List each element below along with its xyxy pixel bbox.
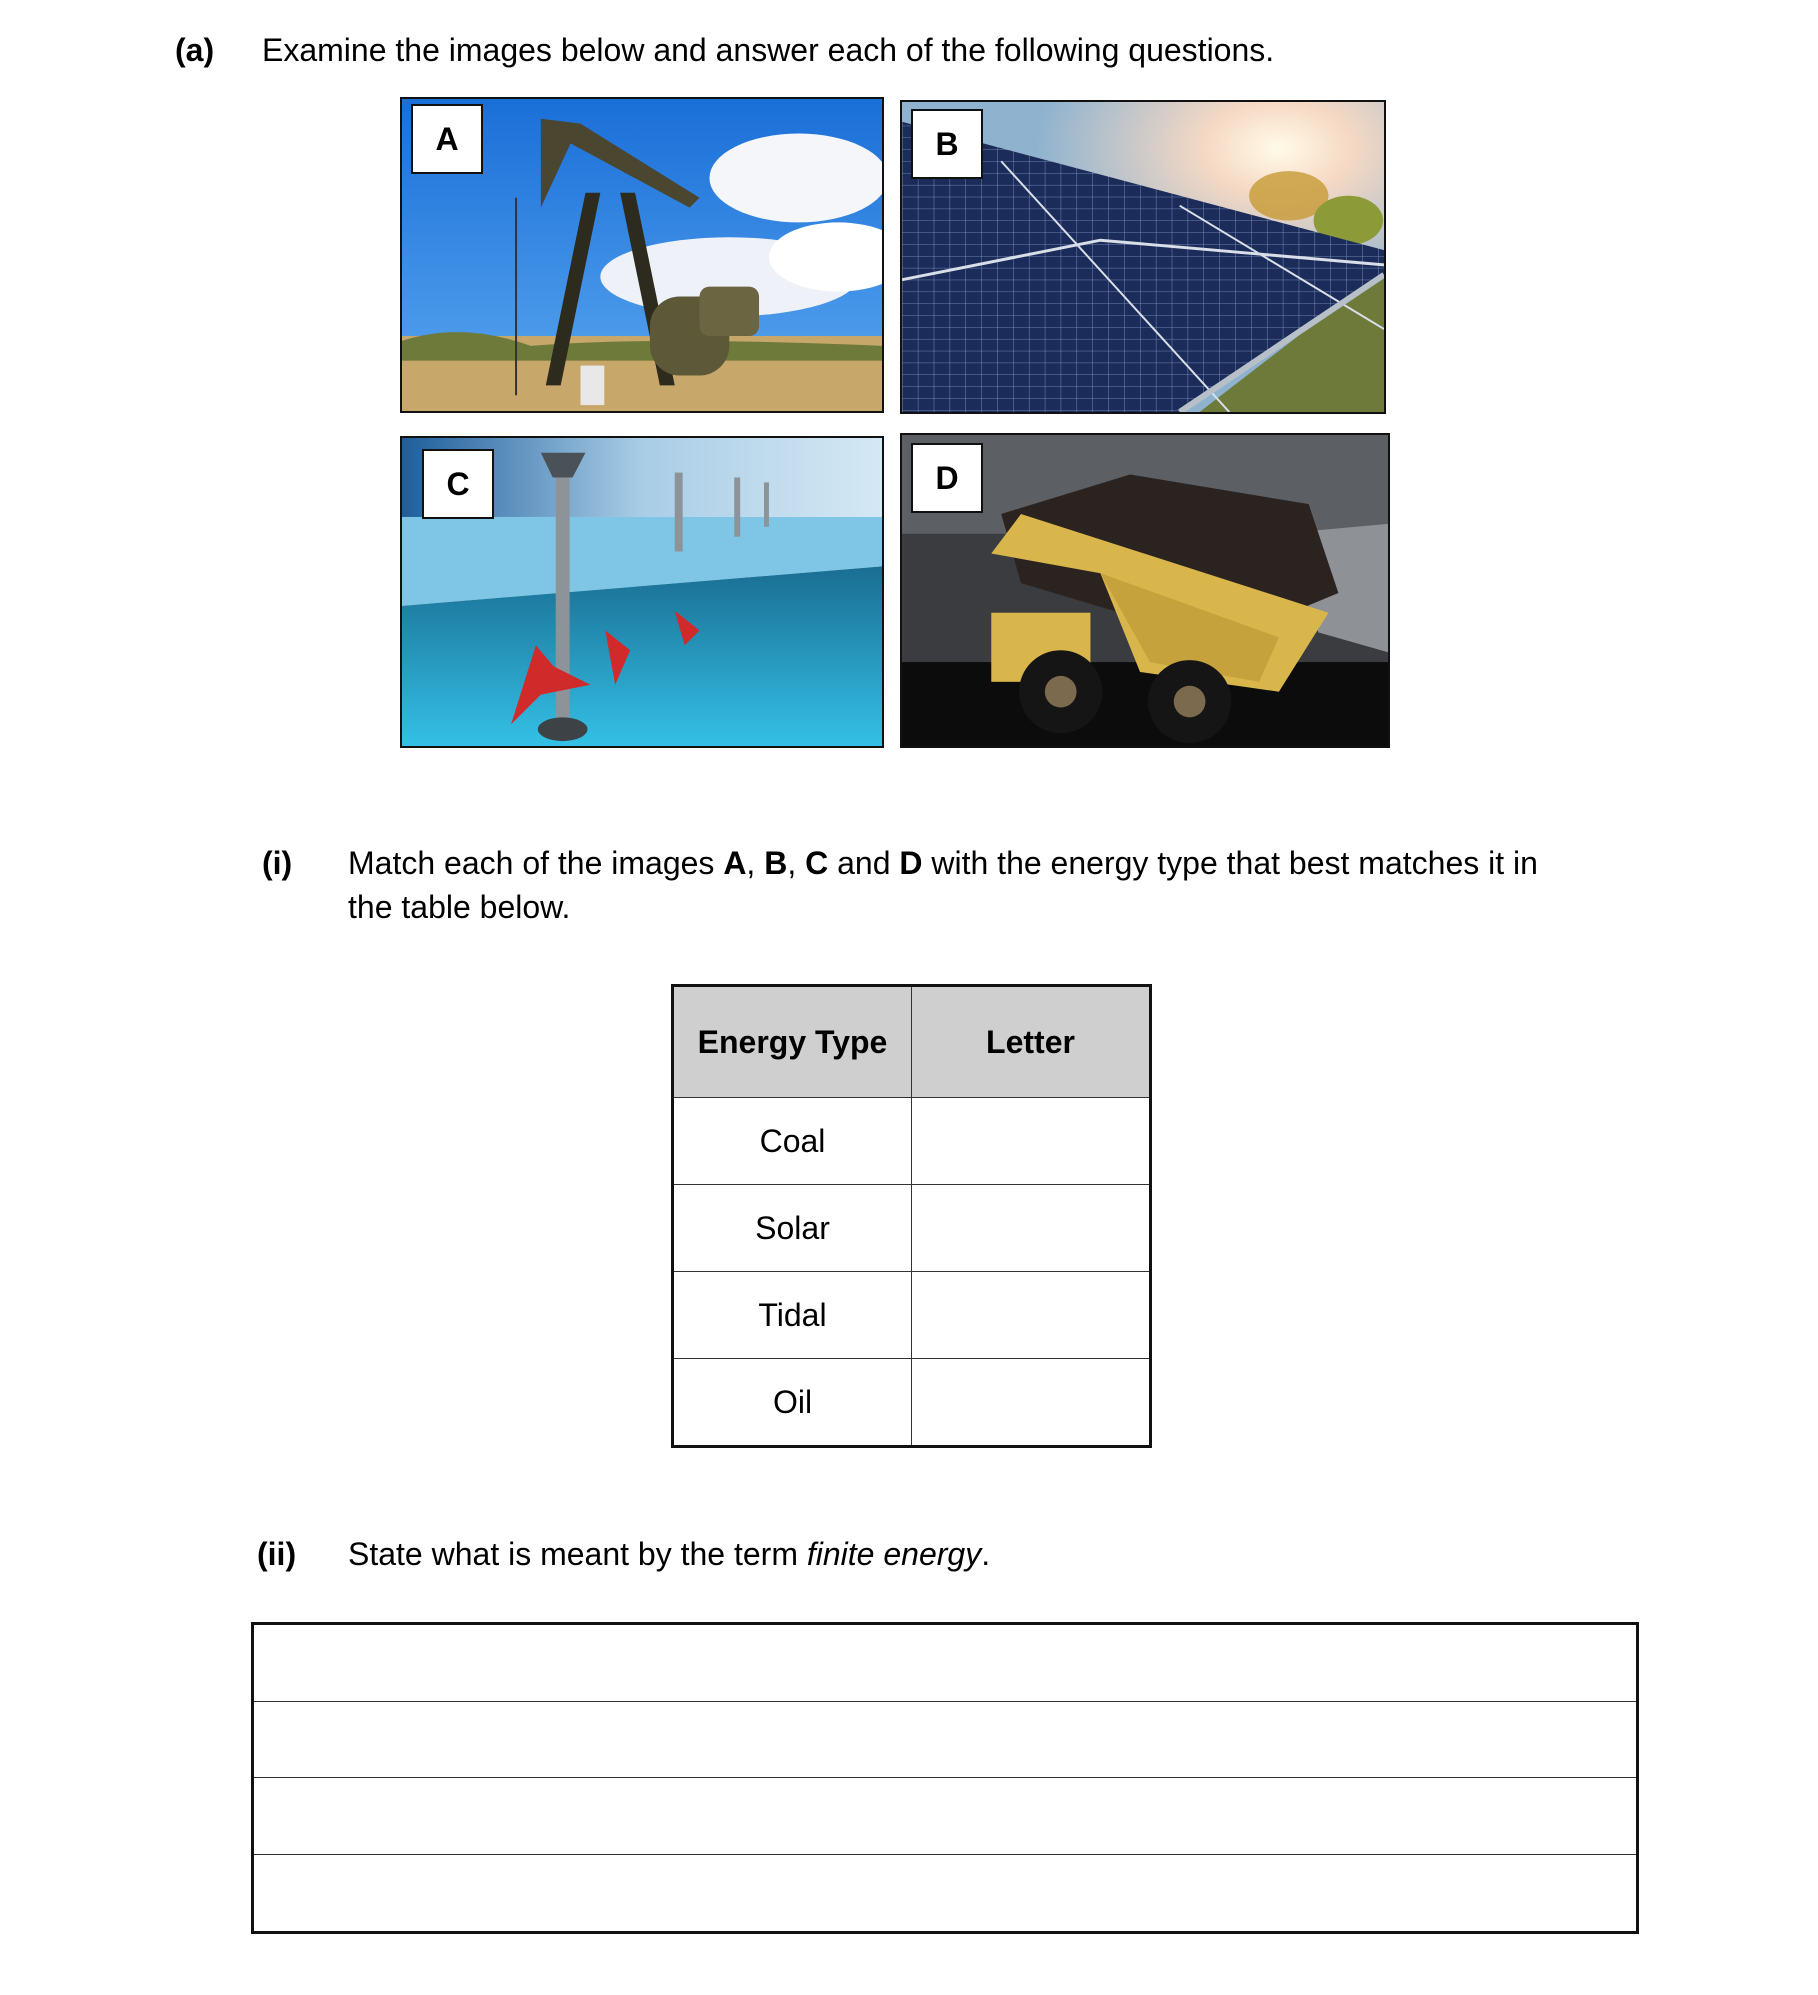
image-b-solar-panels	[900, 100, 1386, 414]
energy-type-cell: Oil	[673, 1359, 912, 1447]
part-i-instruction-line2: the table below.	[348, 889, 571, 925]
header-energy-type: Energy Type	[673, 986, 912, 1098]
part-a-instruction: Examine the images below and answer each of the following questions.	[262, 32, 1275, 68]
answer-line-2[interactable]	[254, 1702, 1636, 1779]
energy-matching-table	[671, 984, 1152, 1448]
letter-answer-cell[interactable]	[912, 1272, 1151, 1359]
energy-type-cell: Tidal	[673, 1272, 912, 1359]
part-a-label: (a)	[175, 32, 215, 68]
energy-type-cell: Solar	[673, 1185, 912, 1272]
answer-line-3[interactable]	[254, 1778, 1636, 1855]
table-row	[673, 1098, 1151, 1185]
part-i-instruction-line1: Match each of the images A, B, C and D with the energy type that best matches it in	[348, 845, 1538, 881]
part-i-label: (i)	[262, 845, 293, 881]
image-a-oil-pump	[400, 97, 884, 413]
finite-energy-term: finite energy	[806, 1536, 982, 1572]
image-b-label: B	[911, 109, 983, 179]
answer-line-4[interactable]	[254, 1855, 1636, 1932]
letter-answer-cell[interactable]	[912, 1098, 1151, 1185]
part-ii-instruction: State what is meant by the term finite energy.	[348, 1536, 991, 1572]
image-a-label: A	[411, 104, 483, 174]
table-header-row	[673, 986, 1151, 1098]
table-row	[673, 1359, 1151, 1447]
energy-type-cell: Coal	[673, 1098, 912, 1185]
letter-answer-cell[interactable]	[912, 1185, 1151, 1272]
image-d-coal-truck	[900, 433, 1390, 748]
image-c-label: C	[422, 449, 494, 519]
answer-box[interactable]	[251, 1622, 1639, 1934]
image-c-tidal-turbines	[400, 436, 884, 748]
answer-line-1[interactable]	[254, 1625, 1636, 1702]
image-d-label: D	[911, 443, 983, 513]
part-ii-label: (ii)	[257, 1536, 297, 1572]
letter-answer-cell[interactable]	[912, 1359, 1151, 1447]
header-letter: Letter	[912, 986, 1151, 1098]
table-row	[673, 1185, 1151, 1272]
table-row	[673, 1272, 1151, 1359]
